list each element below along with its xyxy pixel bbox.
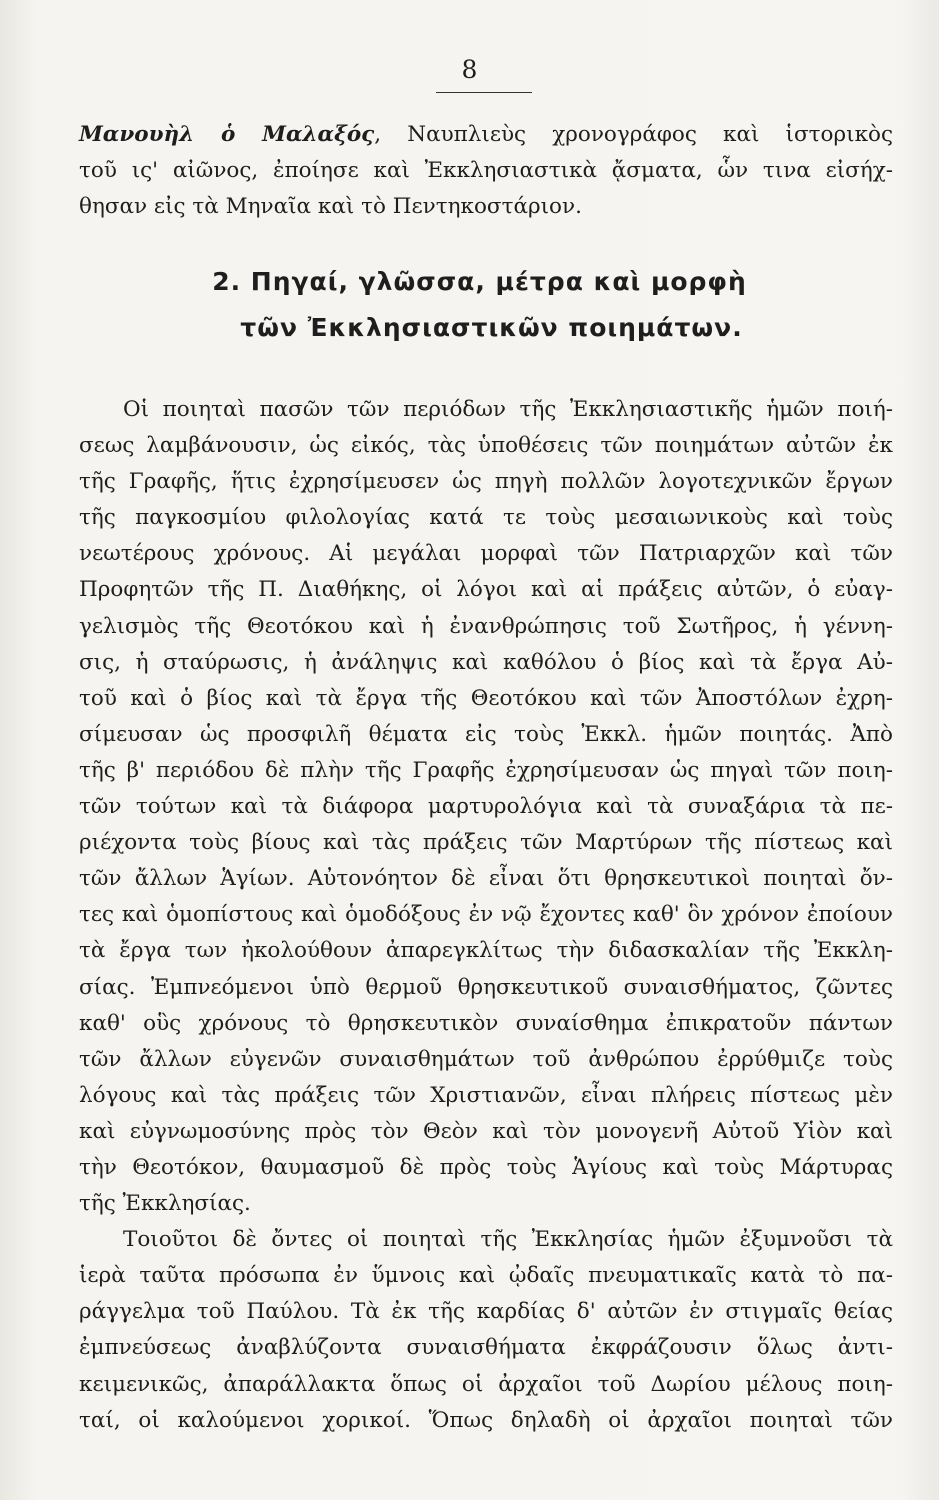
body-line: τῶν τούτων καὶ τὰ διάφορα μαρτυρολόγια καὶ τὰ συναξάρια τὰ πε- — [79, 794, 893, 820]
page-number: 8 — [461, 55, 478, 84]
page-number-rule — [436, 92, 532, 93]
body-line: σις, ἡ σταύρωσις, ἡ ἀνάληψις καὶ καθόλου ὁ βίος καὶ τὰ ἔργα Αὐ- — [79, 649, 893, 675]
body-line: τῆς παγκοσμίου φιλολογίας κατά τε τοὺς μεσαιωνικοὺς καὶ τοὺς — [79, 505, 893, 531]
body-line: Τοιοῦτοι δὲ ὄντες οἱ ποιηταὶ τῆς Ἐκκλησίας ἡμῶν ἐξυμνοῦσι τὰ — [123, 1227, 893, 1253]
intro-paragraph — [79, 117, 893, 225]
intro-line: θησαν εἰς τὰ Μηναῖα καὶ τὸ Πεντηκοστάριον. — [79, 194, 582, 220]
section-heading-line-1: 2. Πηγαί, γλῶσσα, μέτρα καὶ μορφὴ — [212, 267, 747, 296]
body-line: λόγους καὶ τὰς πράξεις τῶν Χριστιανῶν, εἶναι πλήρεις πίστεως μὲν — [79, 1082, 893, 1108]
intro-line: τοῦ ις' αἰῶνος, ἐποίησε καὶ Ἐκκλησιαστικὰ ᾄσματα, ὧν τινα εἰσήχ- — [79, 158, 893, 184]
body-line: Οἱ ποιηταὶ πασῶν τῶν περιόδων τῆς Ἐκκλησιαστικῆς ἡμῶν ποιή- — [123, 397, 893, 422]
body-line: νεωτέρους χρόνους. Αἱ μεγάλαι μορφαὶ τῶν Πατριαρχῶν καὶ τῶν — [79, 541, 893, 567]
body-line: ταί, οἱ καλούμενοι χορικοί. Ὅπως δηλαδὴ οἱ ἀρχαῖοι ποιηταὶ τῶν — [79, 1407, 893, 1433]
intro-line: Μανουὴλ ὁ Μαλαξός, Ναυπλιεὺς χρονογράφος καὶ ἱστορικὸς — [79, 122, 893, 147]
body-line: Προφητῶν τῆς Π. Διαθήκης, οἱ λόγοι καὶ αἱ πράξεις αὐτῶν, ὁ εὐαγ- — [79, 577, 893, 603]
body-line: τες καὶ ὁμοπίστους καὶ ὁμοδόξους ἐν νῷ ἔχοντες καθ' ὃν χρόνον ἐποίουν — [79, 902, 893, 928]
body-line: τὰ ἔργα των ἠκολούθουν ἀπαρεγκλίτως τὴν διδασκαλίαν τῆς Ἐκκλη- — [79, 938, 893, 964]
body-line: σίμευσαν ὡς προσφιλῆ θέματα εἰς τοὺς Ἐκκλ. ἡμῶν ποιητάς. Ἀπὸ — [79, 721, 893, 747]
body-line: τὴν Θεοτόκον, θαυμασμοῦ δὲ πρὸς τοὺς Ἁγίους καὶ τοὺς Μάρτυρας — [79, 1154, 893, 1180]
author-name: Μανουὴλ ὁ Μαλαξός — [79, 122, 375, 147]
body-line: κειμενικῶς, ἀπαράλλακτα ὅπως οἱ ἀρχαῖοι τοῦ Δωρίου μέλους ποιη- — [79, 1371, 893, 1397]
body-line: τοῦ καὶ ὁ βίος καὶ τὰ ἔργα τῆς Θεοτόκου καὶ τῶν Ἀποστόλων ἐχρη- — [79, 685, 893, 711]
body-line: σεως λαμβάνουσιν, ὡς εἰκός, τὰς ὑποθέσεις τῶν ποιημάτων αὐτῶν ἐκ — [79, 433, 893, 459]
body-line: τῶν ἄλλων εὐγενῶν συναισθημάτων τοῦ ἀνθρώπου ἐρρύθμιζε τοὺς — [79, 1046, 893, 1072]
body-line: ράγγελμα τοῦ Παύλου. Τὰ ἐκ τῆς καρδίας δ' αὐτῶν ἐν στιγμαῖς θείας — [79, 1299, 893, 1325]
body-line: ἱερὰ ταῦτα πρόσωπα ἐν ὕμνοις καὶ ᾠδαῖς πνευματικαῖς κατὰ τὸ πα- — [79, 1263, 893, 1289]
body-line: καθ' οὓς χρόνους τὸ θρησκευτικὸν συναίσθημα ἐπικρατοῦν πάντων — [79, 1010, 893, 1036]
body-line: σίας. Ἐμπνεόμενοι ὑπὸ θερμοῦ θρησκευτικοῦ συναισθήματος, ζῶντες — [79, 974, 893, 1000]
body-line: ριέχοντα τοὺς βίους καὶ τὰς πράξεις τῶν Μαρτύρων τῆς πίστεως καὶ — [79, 830, 893, 856]
body-line: τῆς β' περιόδου δὲ πλὴν τῆς Γραφῆς ἐχρησίμευσαν ὡς πηγαὶ τῶν ποιη- — [79, 757, 893, 783]
body-text — [79, 392, 893, 1439]
body-line: τῆς Ἐκκλησίας. — [79, 1191, 251, 1217]
body-line: τῶν ἄλλων Ἁγίων. Αὐτονόητον δὲ εἶναι ὅτι θρησκευτικοὶ ποιηταὶ ὄν- — [79, 866, 893, 892]
body-line: γελισμὸς τῆς Θεοτόκου καὶ ἡ ἐνανθρώπησις τοῦ Σωτῆρος, ἡ γέννη- — [79, 613, 893, 639]
body-line: καὶ εὐγνωμοσύνης πρὸς τὸν Θεὸν καὶ τὸν μονογενῆ Αὐτοῦ Υἱὸν καὶ — [79, 1118, 893, 1144]
body-line: τῆς Γραφῆς, ἥτις ἐχρησίμευσεν ὡς πηγὴ πολλῶν λογοτεχνικῶν ἔργων — [79, 469, 893, 495]
body-line: ἐμπνεύσεως ἀναβλύζοντα συναισθήματα ἐκφράζουσιν ὅλως ἀντι- — [79, 1335, 893, 1361]
section-heading-line-2: τῶν Ἐκκλησιαστικῶν ποιημάτων. — [240, 313, 743, 342]
